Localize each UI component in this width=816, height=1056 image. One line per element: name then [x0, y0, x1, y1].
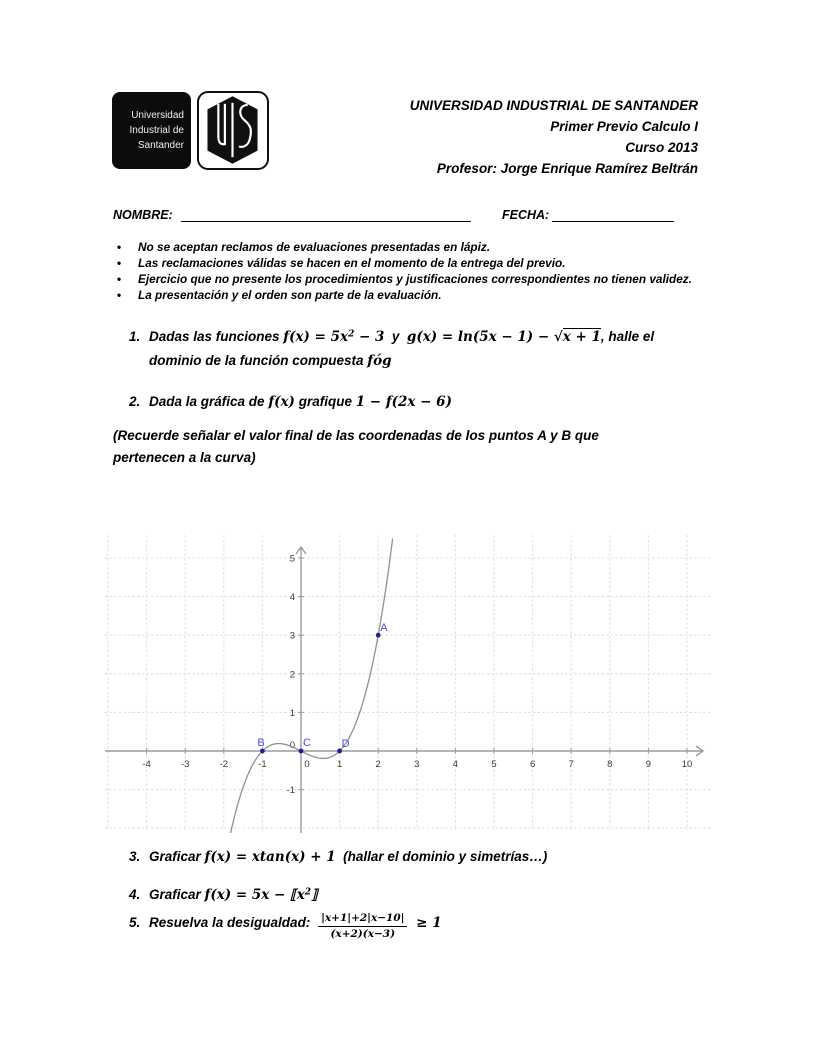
svg-text:4: 4 — [289, 592, 295, 604]
curve-points — [257, 622, 388, 753]
curve — [231, 539, 393, 833]
date-fill-line — [552, 208, 674, 222]
exam-name: Primer Previo Calculo I — [550, 119, 698, 134]
fraction: $\frac{|x+1|+2|x-10|}{(x+2)(x-3)}$ — [318, 912, 407, 940]
problem-2-line — [129, 394, 452, 410]
bullet-icon: • — [117, 256, 122, 270]
uis-monogram-icon — [199, 93, 266, 167]
rule-text: La presentación y el orden son parte de la evaluación. — [138, 288, 442, 302]
svg-text:3: 3 — [414, 759, 420, 770]
note-line: (Recuerde señalar el valor final de las coordenadas de los puntos A y B que — [113, 428, 599, 443]
svg-text:5: 5 — [289, 553, 295, 565]
svg-text:1: 1 — [336, 759, 343, 770]
svg-text:1: 1 — [289, 707, 295, 719]
problem-1-text: Dadas las funciones $f(x) = 5x^2 - 3$ y g(x) = ln(5x − 1) − √x + 1, halle el — [149, 329, 655, 345]
svg-text:9: 9 — [645, 759, 652, 770]
problem-number: 3. — [129, 849, 141, 864]
svg-text:3: 3 — [289, 630, 295, 642]
problem-number: 5. — [129, 914, 141, 930]
svg-text:0: 0 — [289, 740, 295, 751]
svg-text:-2: -2 — [219, 759, 229, 770]
reminder-note — [113, 425, 599, 469]
course-year: Curso 2013 — [625, 140, 698, 155]
institution-name: UNIVERSIDAD INDUSTRIAL DE SANTANDER — [409, 98, 698, 113]
problem-4-text: Graficar $f(x) = 5x - ⟦x^2⟧$ — [149, 887, 318, 903]
problem-number: 4. — [129, 887, 141, 902]
svg-text:-4: -4 — [142, 759, 151, 770]
svg-text:7: 7 — [568, 759, 574, 770]
function-graph — [105, 535, 717, 833]
problem-2-text: Dada la gráfica de f(x) grafique 1 − f(2x − 6) — [149, 394, 452, 410]
note-line: pertenecen a la curva) — [113, 450, 256, 465]
svg-text:6: 6 — [529, 759, 536, 770]
rule-text: Las reclamaciones válidas se hacen en el momento de la entrega del previo. — [138, 256, 566, 270]
professor-name: Profesor: Jorge Enrique Ramírez Beltrán — [436, 161, 698, 176]
problem-3-text: Graficar f(x) = xtan(x) + 1 (hallar el dominio y simetrías…) — [149, 849, 548, 865]
rule-item — [117, 255, 566, 271]
rule-text: No se aceptan reclamos de evaluaciones presentadas en lápiz. — [138, 240, 491, 254]
svg-text:A: A — [380, 622, 388, 635]
bullet-icon: • — [117, 288, 122, 302]
bullet-icon: • — [117, 240, 122, 254]
problem-5-text: Resuelva la desigualdad: $\frac{|x+1|+2|x-10|}{(x+2)(x-3)}$ ≥ 1 — [149, 912, 442, 940]
svg-text:D: D — [341, 738, 350, 750]
name-fill-line — [181, 208, 471, 222]
rule-item — [117, 271, 692, 287]
svg-text:0: 0 — [304, 759, 310, 770]
bullet-icon: • — [117, 272, 122, 286]
svg-text:2: 2 — [289, 669, 295, 681]
problem-1-line-2 — [149, 353, 392, 369]
rule-item — [117, 239, 490, 255]
svg-text:-1: -1 — [258, 759, 267, 770]
problem-1-line-1 — [129, 329, 654, 345]
grid-lines — [105, 535, 712, 830]
logo-text-line: Santander — [137, 140, 184, 151]
rule-text: Ejercicio que no presente los procedimientos y justificaciones correspondientes no tienen validez. — [138, 272, 692, 286]
date-label: FECHA: — [502, 208, 550, 222]
svg-text:5: 5 — [491, 759, 497, 770]
svg-text:10: 10 — [681, 759, 693, 770]
svg-text:C: C — [303, 737, 311, 749]
svg-text:-3: -3 — [180, 759, 190, 770]
problem-3-line — [129, 849, 547, 865]
university-logo — [112, 92, 191, 169]
svg-text:2: 2 — [375, 759, 381, 770]
svg-text:8: 8 — [607, 759, 613, 770]
problem-1-text-continued: dominio de la función compuesta fóg — [149, 353, 392, 369]
svg-text:-1: -1 — [286, 785, 295, 797]
svg-text:B: B — [257, 737, 265, 749]
uis-emblem — [197, 91, 269, 170]
problem-4-line — [129, 887, 318, 903]
graph-canvas — [105, 535, 717, 833]
problem-number: 1. — [129, 329, 141, 344]
problem-number: 2. — [129, 394, 141, 409]
logo-text-line: Industrial de — [129, 125, 184, 136]
problem-5-line — [129, 912, 442, 940]
rule-item — [117, 287, 442, 303]
exam-title-block — [410, 95, 698, 179]
svg-text:4: 4 — [452, 759, 459, 770]
name-label: NOMBRE: — [113, 208, 173, 222]
logo-text-line: Universidad — [131, 110, 184, 121]
